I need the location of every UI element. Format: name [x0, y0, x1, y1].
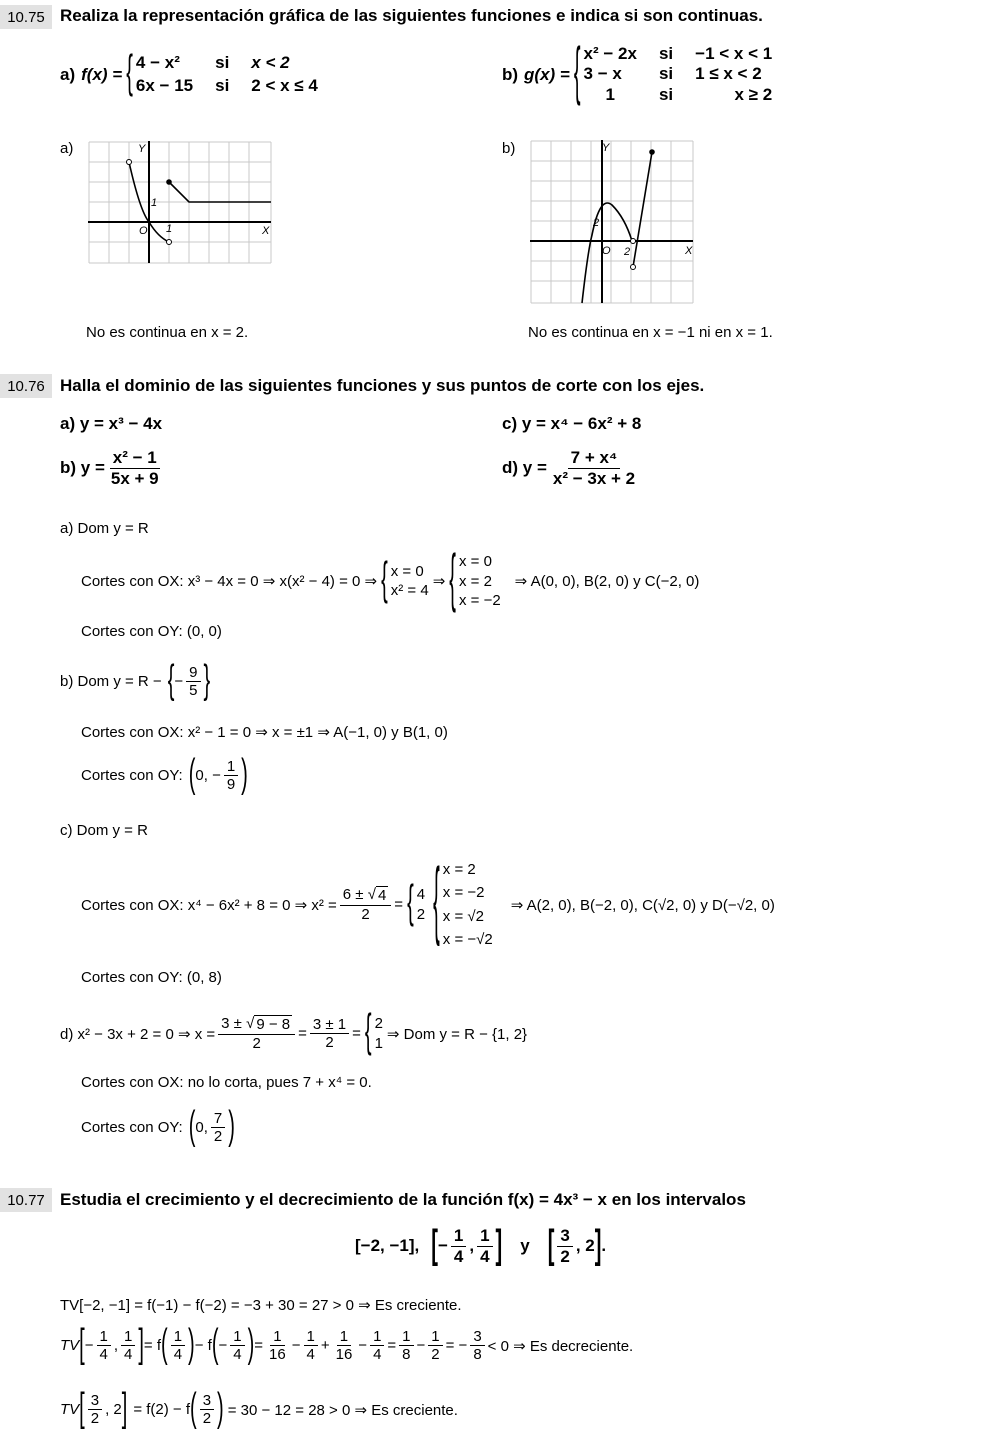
solution-a-domain: a) Dom y = R [60, 520, 149, 537]
graph-b-label: b) [502, 140, 516, 157]
tv-line-2: TV [ − $\frac{1}{4}$ , $\frac{1}{4}$ ] = f ( $\frac{1}{4}$ ) − f ( − $\frac{1}{4}$ ) = $\frac{1}{16}$ − $\frac{1}{4}$ + $\frac{1}{16}$ − $\frac{1}{4}$ = $\frac{1}{8}$ − $\frac{1}{2}$ = − $\frac{3}{8}$ < 0 ⇒ Es decreciente. [60, 1322, 634, 1367]
function-a: a) y = x³ − 4x [60, 414, 163, 433]
system-row: 1 [374, 1034, 383, 1052]
function-name: g(x) = [524, 64, 570, 84]
numerator: 1 [230, 1328, 244, 1346]
minus: − [437, 1236, 448, 1256]
denominator: 2 [90, 1410, 100, 1428]
case-expr: x² − 2x [583, 44, 637, 63]
denominator: x² − 3x + 2 [552, 468, 636, 488]
numerator-part: 3 ± [221, 1015, 242, 1033]
numerator: 1 [224, 758, 238, 776]
point-x: 0, [195, 1119, 208, 1137]
grid [531, 141, 693, 303]
minus: − [218, 1337, 228, 1355]
system-row: x² = 4 [390, 582, 429, 600]
case-cond: x < 2 [251, 53, 290, 72]
denominator: 2 [252, 1034, 261, 1052]
case-expr: 4 − x² [135, 53, 180, 72]
solution-b-ox: Cortes con OX: x² − 1 = 0 ⇒ x = ±1 ⇒ A(−1, 0) y B(1, 0) [81, 724, 448, 741]
open-point [167, 240, 172, 245]
implies: ⇒ [432, 573, 446, 591]
case-expr: 3 − x [583, 64, 622, 84]
numerator: 1 [477, 1226, 492, 1247]
solution-c-domain: c) Dom y = R [60, 822, 148, 839]
denominator: 4 [373, 1346, 382, 1364]
numerator: 7 + x⁴ [568, 448, 621, 469]
sqrt-content: 4 [377, 887, 387, 905]
tv-label: TV [60, 1401, 80, 1419]
denominator: 9 [226, 776, 236, 794]
closed-point [649, 149, 655, 155]
exercise-number: 10.76 [0, 374, 52, 398]
point-x: 0, − [195, 767, 221, 785]
equation-text: d) x² − 3x + 2 = 0 ⇒ x = [60, 1025, 216, 1043]
domain-result: ⇒ Dom y = R − {1, 2} [386, 1025, 528, 1043]
intervals: [−2, −1], [ − $\frac{1}{4}$ , $\frac{1}{4}$ ] y [ $\frac{3}{2}$ , 2 ] . [355, 1223, 607, 1268]
tick-x-label: 2 [624, 246, 631, 258]
solution-a-ox: Cortes con OX: x³ − 4x = 0 ⇒ x(x² − 4) = 0 ⇒ { x = 0 x² = 4 ⇒ { x = 0 x = 2 x = −2 ⇒ A(0, 0), B(2, 0) y C(−2, 0) [81, 544, 700, 615]
numerator: 1 [121, 1328, 135, 1346]
solution-c-ox: Cortes con OX: x⁴ − 6x² + 8 = 0 ⇒ x² = 6 ± √ 4 2 = { 4 2 { x = 2 x = −2 x = √2 x = −√2 ⇒ A(2, 0), B(−2, 0), C(√2, 0) y D(−√2, 0) [81, 855, 775, 950]
numerator: 1 [270, 1328, 284, 1346]
item-label: a) [60, 64, 76, 84]
tv-mid: = f(2) − f [133, 1401, 191, 1419]
ox-text: Cortes con OX: x³ − 4x = 0 ⇒ x(x² − 4) = 0 ⇒ [81, 573, 378, 591]
oy-text: Cortes con OY: [81, 1119, 183, 1137]
curve-linear [633, 152, 652, 267]
equals: = [298, 1025, 307, 1042]
system-row: x = √2 [442, 907, 484, 925]
denominator: 4 [173, 1346, 183, 1364]
open-point [631, 239, 636, 244]
tv-line-3: TV [ $\frac{3}{2}$ , 2 ] = f(2) − f ( $\frac{3}{2}$ ) = 30 − 12 = 28 > 0 ⇒ Es creciente. [60, 1386, 458, 1431]
system-row: x = 2 [458, 572, 492, 590]
function-g-definition: b) g(x) = { x² − 2x si −1 < x < 1 3 − x si 1 ≤ x < 2 1 si x ≥ 2 [502, 37, 773, 109]
origin-label: O [602, 245, 611, 257]
numerator: 1 [337, 1328, 351, 1346]
denominator: 4 [453, 1246, 464, 1266]
graph-a [88, 141, 273, 265]
item-label: b) [502, 64, 519, 84]
denominator: 4 [480, 1246, 490, 1266]
open-point [631, 265, 636, 270]
closed-point [166, 179, 172, 185]
domain-text: b) Dom y = R − [60, 673, 162, 691]
numerator: 9 [186, 664, 200, 682]
sqrt-content: 9 − 8 [256, 1016, 291, 1034]
numerator: 3 ± 1 [310, 1016, 349, 1034]
origin-label: O [139, 225, 148, 237]
denominator: 4 [124, 1346, 133, 1364]
denominator: 8 [402, 1346, 411, 1364]
case-expr: 1 [605, 84, 615, 104]
operator: − [358, 1337, 368, 1355]
tv-line-1: TV[−2, −1] = f(−1) − f(−2) = −3 + 30 = 27 > 0 ⇒ Es creciente. [60, 1297, 462, 1314]
numerator: 3 [557, 1226, 572, 1247]
function-name: f(x) = [81, 64, 123, 84]
denominator: 16 [335, 1346, 353, 1364]
numerator: 7 [211, 1110, 225, 1128]
case-cond: −1 < x < 1 [695, 44, 773, 63]
case-si: si [658, 44, 674, 63]
minus-f: − f [194, 1337, 212, 1355]
numerator: 1 [428, 1328, 442, 1346]
solution-b-domain: b) Dom y = R − { − $\frac{9}{5}$ } [60, 658, 211, 703]
numerator: 1 [451, 1226, 466, 1247]
y-axis-label: Y [602, 142, 610, 154]
equals: = [352, 1025, 361, 1042]
minus: − [84, 1337, 94, 1355]
case-si: si [215, 53, 230, 72]
denominator: 5x + 9 [110, 468, 159, 488]
case-si: si [658, 64, 674, 84]
system-row: x = 0 [390, 562, 424, 580]
denominator: 2 [560, 1246, 570, 1266]
function-d [502, 448, 641, 488]
tick-y-label: 2 [593, 217, 600, 229]
system-row: x = 0 [458, 553, 492, 570]
solution-a-oy: Cortes con OY: (0, 0) [81, 623, 222, 640]
numerator: 1 [304, 1328, 318, 1346]
solution-c-oy: Cortes con OY: (0, 8) [81, 969, 222, 986]
denominator: 2 [325, 1034, 334, 1051]
x-axis-label: X [262, 225, 270, 237]
operator: = [254, 1337, 264, 1355]
interval-3-rest: , 2 [575, 1236, 595, 1256]
system-row: x = −√2 [442, 930, 493, 948]
system-row: 2 [374, 1015, 383, 1032]
denominator: 2 [361, 905, 370, 923]
operator: = − [445, 1337, 468, 1355]
case-cond: 1 ≤ x < 2 [695, 64, 762, 84]
denominator: 8 [473, 1346, 482, 1364]
tv-result: < 0 ⇒ Es decreciente. [487, 1337, 634, 1355]
tv-label: TV [60, 1337, 80, 1355]
function-lhs: b) y = [60, 458, 105, 478]
operator: − [416, 1337, 426, 1355]
denominator: 2 [431, 1346, 440, 1364]
denominator: 16 [269, 1346, 286, 1364]
case-si: si [658, 84, 674, 104]
numerator: 3 [200, 1392, 214, 1410]
numerator: 3 [470, 1328, 484, 1346]
open-point [127, 160, 132, 165]
exercise-number: 10.75 [0, 5, 52, 29]
solution-d-ox: Cortes con OX: no lo corta, pues 7 + x⁴ = 0. [81, 1074, 372, 1091]
graph-b [530, 140, 696, 305]
solution-d-domain: d) x² − 3x + 2 = 0 ⇒ x = 3 ± √ 9 − 8 2 = $\frac{3 \pm 1}{2}$ = { 2 1 ⇒ Dom y = R − {1, 2} [60, 1007, 528, 1058]
system-row: 4 [416, 886, 426, 903]
case-expr: 6x − 15 [135, 75, 194, 95]
denominator: 2 [202, 1410, 212, 1428]
conclusion-a: No es continua en x = 2. [86, 324, 249, 341]
denominator: 4 [306, 1346, 315, 1364]
system-row: x = −2 [442, 884, 485, 902]
interval-rest: , 2 [105, 1401, 122, 1419]
denominator: 5 [189, 682, 198, 700]
solution-d-oy: Cortes con OY: ( 0, $\frac{7}{2}$ ) [81, 1104, 235, 1149]
equals: = [394, 896, 404, 913]
numerator: 1 [370, 1328, 384, 1346]
solution-b-oy: Cortes con OY: ( 0, − $\frac{1}{9}$ ) [81, 752, 248, 797]
y-axis-label: Y [138, 143, 146, 155]
case-cond: 2 < x ≤ 4 [251, 75, 318, 95]
system-row: 2 [416, 905, 426, 923]
denominator: 4 [99, 1346, 108, 1364]
operator: − [291, 1337, 301, 1355]
numerator: x² − 1 [110, 448, 160, 469]
interval-1: [−2, −1], [355, 1236, 420, 1256]
case-cond: x ≥ 2 [734, 84, 773, 104]
numerator-part: 6 ± [342, 886, 364, 904]
exercise-title: Realiza la representación gráfica de las siguientes funciones e indica si son continuas. [60, 6, 763, 25]
numerator: 3 [88, 1392, 102, 1410]
case-si: si [215, 75, 230, 95]
conclusion-b: No es continua en x = −1 ni en x = 1. [528, 324, 773, 341]
operator: = [387, 1337, 397, 1355]
function-b [60, 448, 165, 488]
tv-result: = 30 − 12 = 28 > 0 ⇒ Es creciente. [227, 1401, 458, 1419]
exercise-title: Halla el dominio de las siguientes funciones y sus puntos de corte con los ejes. [60, 376, 705, 395]
minus: − [174, 673, 184, 691]
tick-x-label: 1 [166, 223, 173, 235]
denominator: 4 [233, 1346, 242, 1364]
tick-y-label: 1 [151, 197, 158, 209]
curve-linear [169, 182, 271, 202]
system-row: x = 2 [442, 861, 476, 878]
equals-f: = f [143, 1337, 162, 1355]
function-c: c) y = x⁴ − 6x² + 8 [502, 414, 642, 433]
ox-result: ⇒ A(0, 0), B(2, 0) y C(−2, 0) [514, 573, 700, 591]
ox-result: ⇒ A(2, 0), B(−2, 0), C(√2, 0) y D(−√2, 0) [510, 896, 775, 914]
exercise-title: Estudia el crecimiento y el decrecimiento de la función f(x) = 4x³ − x en los intervalos [60, 1190, 746, 1209]
oy-text: Cortes con OY: [81, 767, 183, 785]
system-row: x = −2 [458, 592, 501, 609]
exercise-number: 10.77 [0, 1188, 52, 1212]
denominator: 2 [213, 1128, 223, 1146]
graph-a-label: a) [60, 140, 74, 157]
ox-text: Cortes con OX: x⁴ − 6x² + 8 = 0 ⇒ x² = [81, 896, 337, 914]
function-lhs: d) y = [502, 458, 547, 478]
numerator: 1 [399, 1328, 413, 1346]
numerator: 1 [97, 1328, 111, 1346]
conjunction: y [520, 1236, 530, 1256]
x-axis-label: X [685, 245, 693, 257]
function-f-definition: a) f(x) = { 4 − x² si x < 2 6x − 15 si 2 < x ≤ 4 [60, 48, 318, 100]
numerator: 1 [171, 1328, 185, 1346]
operator: + [320, 1337, 330, 1355]
